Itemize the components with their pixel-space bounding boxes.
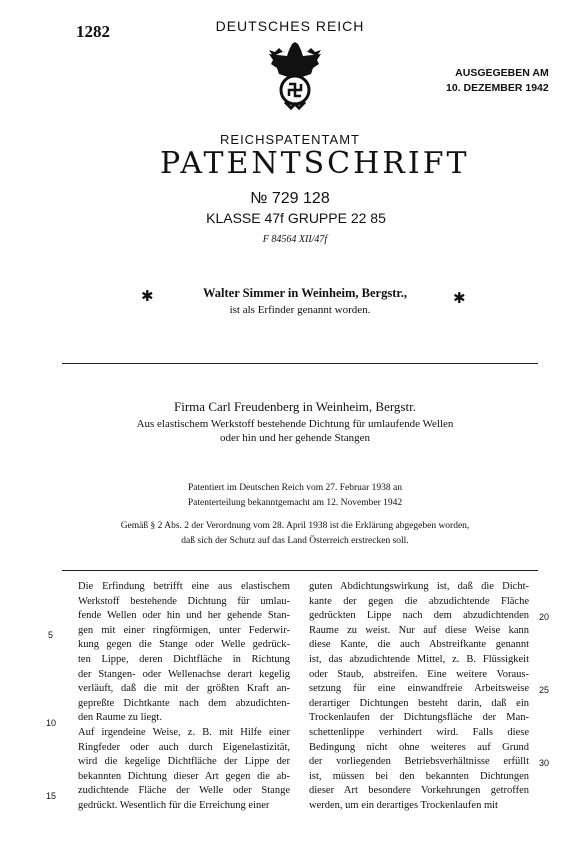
body-text-line: kante der gegen die abzudichtende Fläche — [309, 595, 529, 607]
body-text-line: verläuft, daß die mit der größten Kraft an- — [78, 683, 290, 695]
applicant-company: Firma Carl Freudenberg in Weinheim, Bergstr. — [174, 399, 416, 414]
line-number: 30 — [539, 758, 550, 768]
body-text-line: ist, müssen bei den bekannten Dichtungen — [309, 770, 529, 782]
body-text-line: ist, das abzudichtende Mittel, z. B. Flüssigkeit — [309, 653, 529, 665]
line-number: 15 — [46, 791, 57, 801]
body-text-line: gepreßte Dichtkante nach dem abzudichten- — [78, 697, 290, 709]
body-text-line: oder Staub, abstreifen. Eine weitere Voraus- — [309, 668, 529, 680]
document-number: 1282 — [76, 22, 110, 41]
line-number: 20 — [539, 612, 550, 622]
body-text-line: Auf irgendeine Weise, z. B. mit Hilfe einer — [78, 726, 290, 738]
declaration-continued: daß sich der Schutz auf das Land Österreich erstrecken soll. — [181, 536, 409, 546]
body-text-line: schettenlippe verhindert wird. Falls diese — [309, 726, 529, 738]
declaration: Gemäß § 2 Abs. 2 der Verordnung vom 28. April 1938 ist die Erklärung abgegeben worden, — [120, 521, 470, 531]
body-text-line: gedrückt. Wesentlich für die Erreichung einer — [78, 799, 270, 811]
body-text-line: der Stangen- oder Wellenachse derart kegelig — [78, 668, 290, 680]
body-text-line: Ringfeder oder auch durch Eigenelastizität, — [78, 741, 290, 753]
body-text-line: ten Lippe, deren Dichtfläche in Richtung — [78, 653, 290, 665]
body-text-line: wird die kegelige Dichtfläche der Lippe der — [78, 756, 290, 768]
line-number: 5 — [48, 630, 54, 640]
body-text-line: fende Wellen oder hin und her gehende Stan- — [78, 610, 290, 622]
body-text-line: derartiger Dichtungen besteht darin, daß ein — [309, 697, 529, 709]
issue-date-value: 10. DEZEMBER 1942 — [446, 82, 549, 94]
eagle-emblem-icon — [265, 36, 325, 114]
line-number: 25 — [539, 685, 550, 695]
body-text-line: setzung für eine einwandfreie Arbeitsweise — [309, 683, 529, 695]
body-text-line: bekannten Dichtung dieser Art gegen die ab- — [78, 770, 290, 782]
body-text-line: gen mit einer ringförmigen, unter Federwir- — [78, 624, 290, 636]
issue-date — [446, 66, 549, 96]
body-text-line: Werkstoff bestehende Dichtung für umlau- — [78, 595, 290, 607]
body-right-column — [309, 580, 529, 814]
inventor-note: ist als Erfinder genannt worden. — [229, 304, 371, 316]
body-text-line: der vorliegenden Betriebsverhältnisse erfüllt — [309, 756, 529, 768]
inventor-name: Walter Simmer in Weinheim, Bergstr., — [202, 286, 408, 300]
body-text-line: den Raume zu liegt. — [78, 712, 162, 724]
divider — [62, 570, 538, 571]
reich-heading: DEUTSCHES REICH — [215, 18, 365, 34]
body-text-line: kung gegen die Stange oder Welle gedrück- — [78, 639, 290, 651]
divider — [62, 363, 538, 364]
body-text-line: dieser Art besondere Vorkehrungen getroffen — [309, 785, 529, 797]
issue-date-label: AUSGEGEBEN AM — [455, 67, 549, 79]
ornament-left-icon: ✱ — [141, 287, 154, 305]
patent-subject-continued: oder hin und her gehende Stangen — [220, 432, 370, 444]
patent-subject: Aus elastischem Werkstoff bestehende Dichtung für umlaufende Wellen — [136, 418, 454, 430]
body-text-line: Bedingung nicht ohne weiteres auf Grund — [309, 741, 529, 753]
body-text-line: Die Erfindung betrifft eine aus elastischem — [78, 581, 290, 592]
body-text-line: werden, um ein derartiges Trockenlaufen mit — [309, 799, 498, 811]
body-text-line: gedrückten Lippe nach dem abzudichtenden — [309, 610, 529, 622]
class-group: KLASSE 47f GRUPPE 22 85 — [206, 210, 386, 226]
grant-announcement: Patenterteilung bekanntgemacht am 12. November 1942 — [187, 498, 403, 508]
patent-office: REICHSPATENTAMT — [220, 132, 360, 147]
patent-number: № 729 128 — [250, 190, 330, 207]
handwritten-note: F 84564 XII/47f — [262, 234, 328, 245]
line-number: 10 — [46, 718, 57, 728]
body-text-line: diese Kante, die auch Abstreifkante genannt — [309, 639, 529, 651]
patented-date: Patentiert im Deutschen Reich vom 27. Februar 1938 an — [188, 483, 402, 493]
ornament-right-icon: ✱ — [453, 289, 466, 307]
body-text-line: guten Abdichtungswirkung ist, daß die Dicht- — [309, 581, 529, 592]
body-left-column — [78, 580, 290, 814]
body-text-line: Raume zu weist. Nur auf diese Weise kann — [309, 624, 529, 636]
body-text-line: zudichtende Fläche der Welle oder Stange — [78, 785, 290, 797]
body-text-line: Trockenlaufen der Dichtungsfläche der Man- — [309, 712, 529, 724]
document-title: PATENTSCHRIFT — [160, 146, 470, 181]
